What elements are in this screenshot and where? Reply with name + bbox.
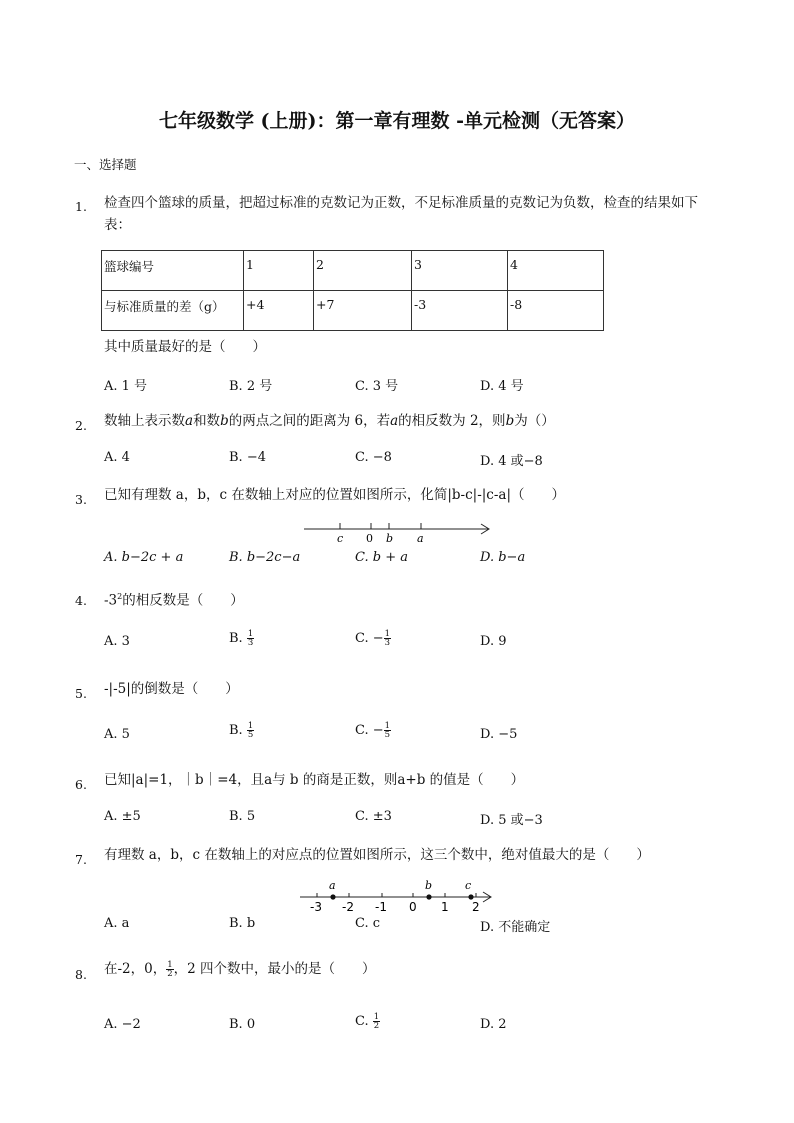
option-c: C. b + a [355, 550, 408, 565]
option-b: B. b−2c−a [229, 550, 301, 565]
table-cell: -3 [412, 291, 508, 331]
table-cell: 3 [412, 251, 508, 291]
point-b [426, 894, 431, 899]
number-line-diagram [300, 518, 500, 548]
option-b: B. −4 [229, 450, 266, 465]
fraction: $\frac{1}{5}$ [384, 721, 391, 740]
question-text: 有理数 a，b，c 在数轴上的对应点的位置如图所示，这三个数中，绝对值最大的是（ ） [104, 847, 650, 863]
option-d: D. b−a [480, 550, 526, 565]
option-c: C. − $\frac{1}{3}$ [355, 629, 391, 648]
option-a: A. a [104, 916, 130, 931]
option-c: C. ±3 [355, 809, 392, 824]
question-text: 数轴上表示数a和数b的两点之间的距离为 6，若a的相反数为 2，则b为（） [104, 413, 555, 429]
table-cell: -8 [508, 291, 604, 331]
point-label: c [465, 879, 472, 892]
option-d: D. 2 [480, 1017, 507, 1032]
question-text: 检查四个篮球的质量，把超过标准的克数记为正数，不足标准质量的克数记为负数，检查的结果如下 表： [104, 195, 698, 233]
option-d: D. 4 或−8 [480, 454, 543, 469]
question-text: 在-2，0， $\frac{1}{2}$ ，2 四个数中，最小的是（ ） [104, 960, 376, 979]
option-a: A. 3 [104, 634, 130, 649]
option-a: A. 1 号 [104, 379, 148, 394]
question-number: 2. [75, 418, 87, 433]
question-number: 3. [75, 492, 87, 507]
option-d: D. 5 或−3 [480, 813, 543, 828]
question-number: 4. [75, 593, 87, 608]
table-cell: +7 [314, 291, 412, 331]
table-cell: 篮球编号 [102, 251, 244, 291]
option-b: B. 0 [229, 1017, 256, 1032]
fraction: $\frac{1}{2}$ [373, 1012, 380, 1031]
option-a: A. ±5 [104, 809, 141, 824]
question-text: 已知|a|=1，｜b｜=4，且a与 b 的商是正数，则a+b 的值是（ ） [104, 772, 525, 788]
option-c: C. $\frac{1}{2}$ [355, 1012, 380, 1031]
table-row [102, 291, 604, 331]
fraction: $\frac{1}{3}$ [247, 629, 254, 648]
tick-label: -3 [310, 900, 322, 914]
option-b: B. 2 号 [229, 379, 273, 394]
question-text: -|-5|的倒数是（ ） [104, 681, 239, 697]
table-cell: +4 [244, 291, 314, 331]
fraction: $\frac{1}{2}$ [167, 960, 173, 979]
tick-label: 0 [409, 900, 417, 914]
point-label: b [425, 879, 433, 892]
option-b: B. 5 [229, 809, 256, 824]
fraction: $\frac{1}{3}$ [384, 629, 391, 648]
axis-label: c [337, 532, 344, 545]
axis-label: b [386, 532, 394, 545]
data-table [101, 250, 604, 331]
option-c: C. − $\frac{1}{5}$ [355, 721, 391, 740]
tick-label: -1 [375, 900, 387, 914]
tick-label: 2 [472, 900, 480, 914]
question-number: 5. [75, 686, 87, 701]
option-b: B. $\frac{1}{5}$ [229, 721, 254, 740]
table-cell: 1 [244, 251, 314, 291]
fraction: $\frac{1}{5}$ [247, 721, 254, 740]
table-cell: 与标准质量的差（g） [102, 291, 244, 331]
option-a: A. 4 [104, 450, 130, 465]
table-row [102, 251, 604, 291]
point-c [468, 894, 473, 899]
question-number: 6. [75, 777, 87, 792]
option-d: D. −5 [480, 727, 518, 742]
question-number: 8. [75, 967, 87, 982]
axis-label: 0 [366, 532, 373, 545]
point-label: a [329, 879, 336, 892]
option-b: B. b [229, 916, 256, 931]
question-text: 已知有理数 a，b，c 在数轴上对应的位置如图所示，化简|b-c|-|c-a|（ ） [104, 487, 566, 503]
question-number: 7. [75, 852, 87, 867]
question-text: $-3^2$的相反数是（ ） [104, 592, 244, 609]
option-c: C. 3 号 [355, 379, 399, 394]
option-d: D. 不能确定 [480, 920, 551, 935]
option-c: C. −8 [355, 450, 392, 465]
option-b: B. $\frac{1}{3}$ [229, 629, 254, 648]
option-c: C. c [355, 916, 381, 931]
question-text: 其中质量最好的是（ ） [104, 339, 266, 355]
axis-label: a [417, 532, 424, 545]
option-d: D. 4 号 [480, 379, 524, 394]
page-title: 七年级数学 (上册)：第一章有理数 -单元检测（无答案） [158, 110, 636, 132]
tick-label: -2 [342, 900, 354, 914]
question-number: 1. [75, 199, 87, 214]
table-cell: 2 [314, 251, 412, 291]
table-cell: 4 [508, 251, 604, 291]
number-line-diagram [296, 874, 500, 916]
option-a: A. b−2c + a [104, 550, 184, 565]
section-heading: 一、选择题 [74, 157, 137, 172]
option-a: A. −2 [104, 1017, 141, 1032]
option-d: D. 9 [480, 634, 507, 649]
point-a [330, 894, 335, 899]
option-a: A. 5 [104, 727, 130, 742]
tick-label: 1 [441, 900, 449, 914]
